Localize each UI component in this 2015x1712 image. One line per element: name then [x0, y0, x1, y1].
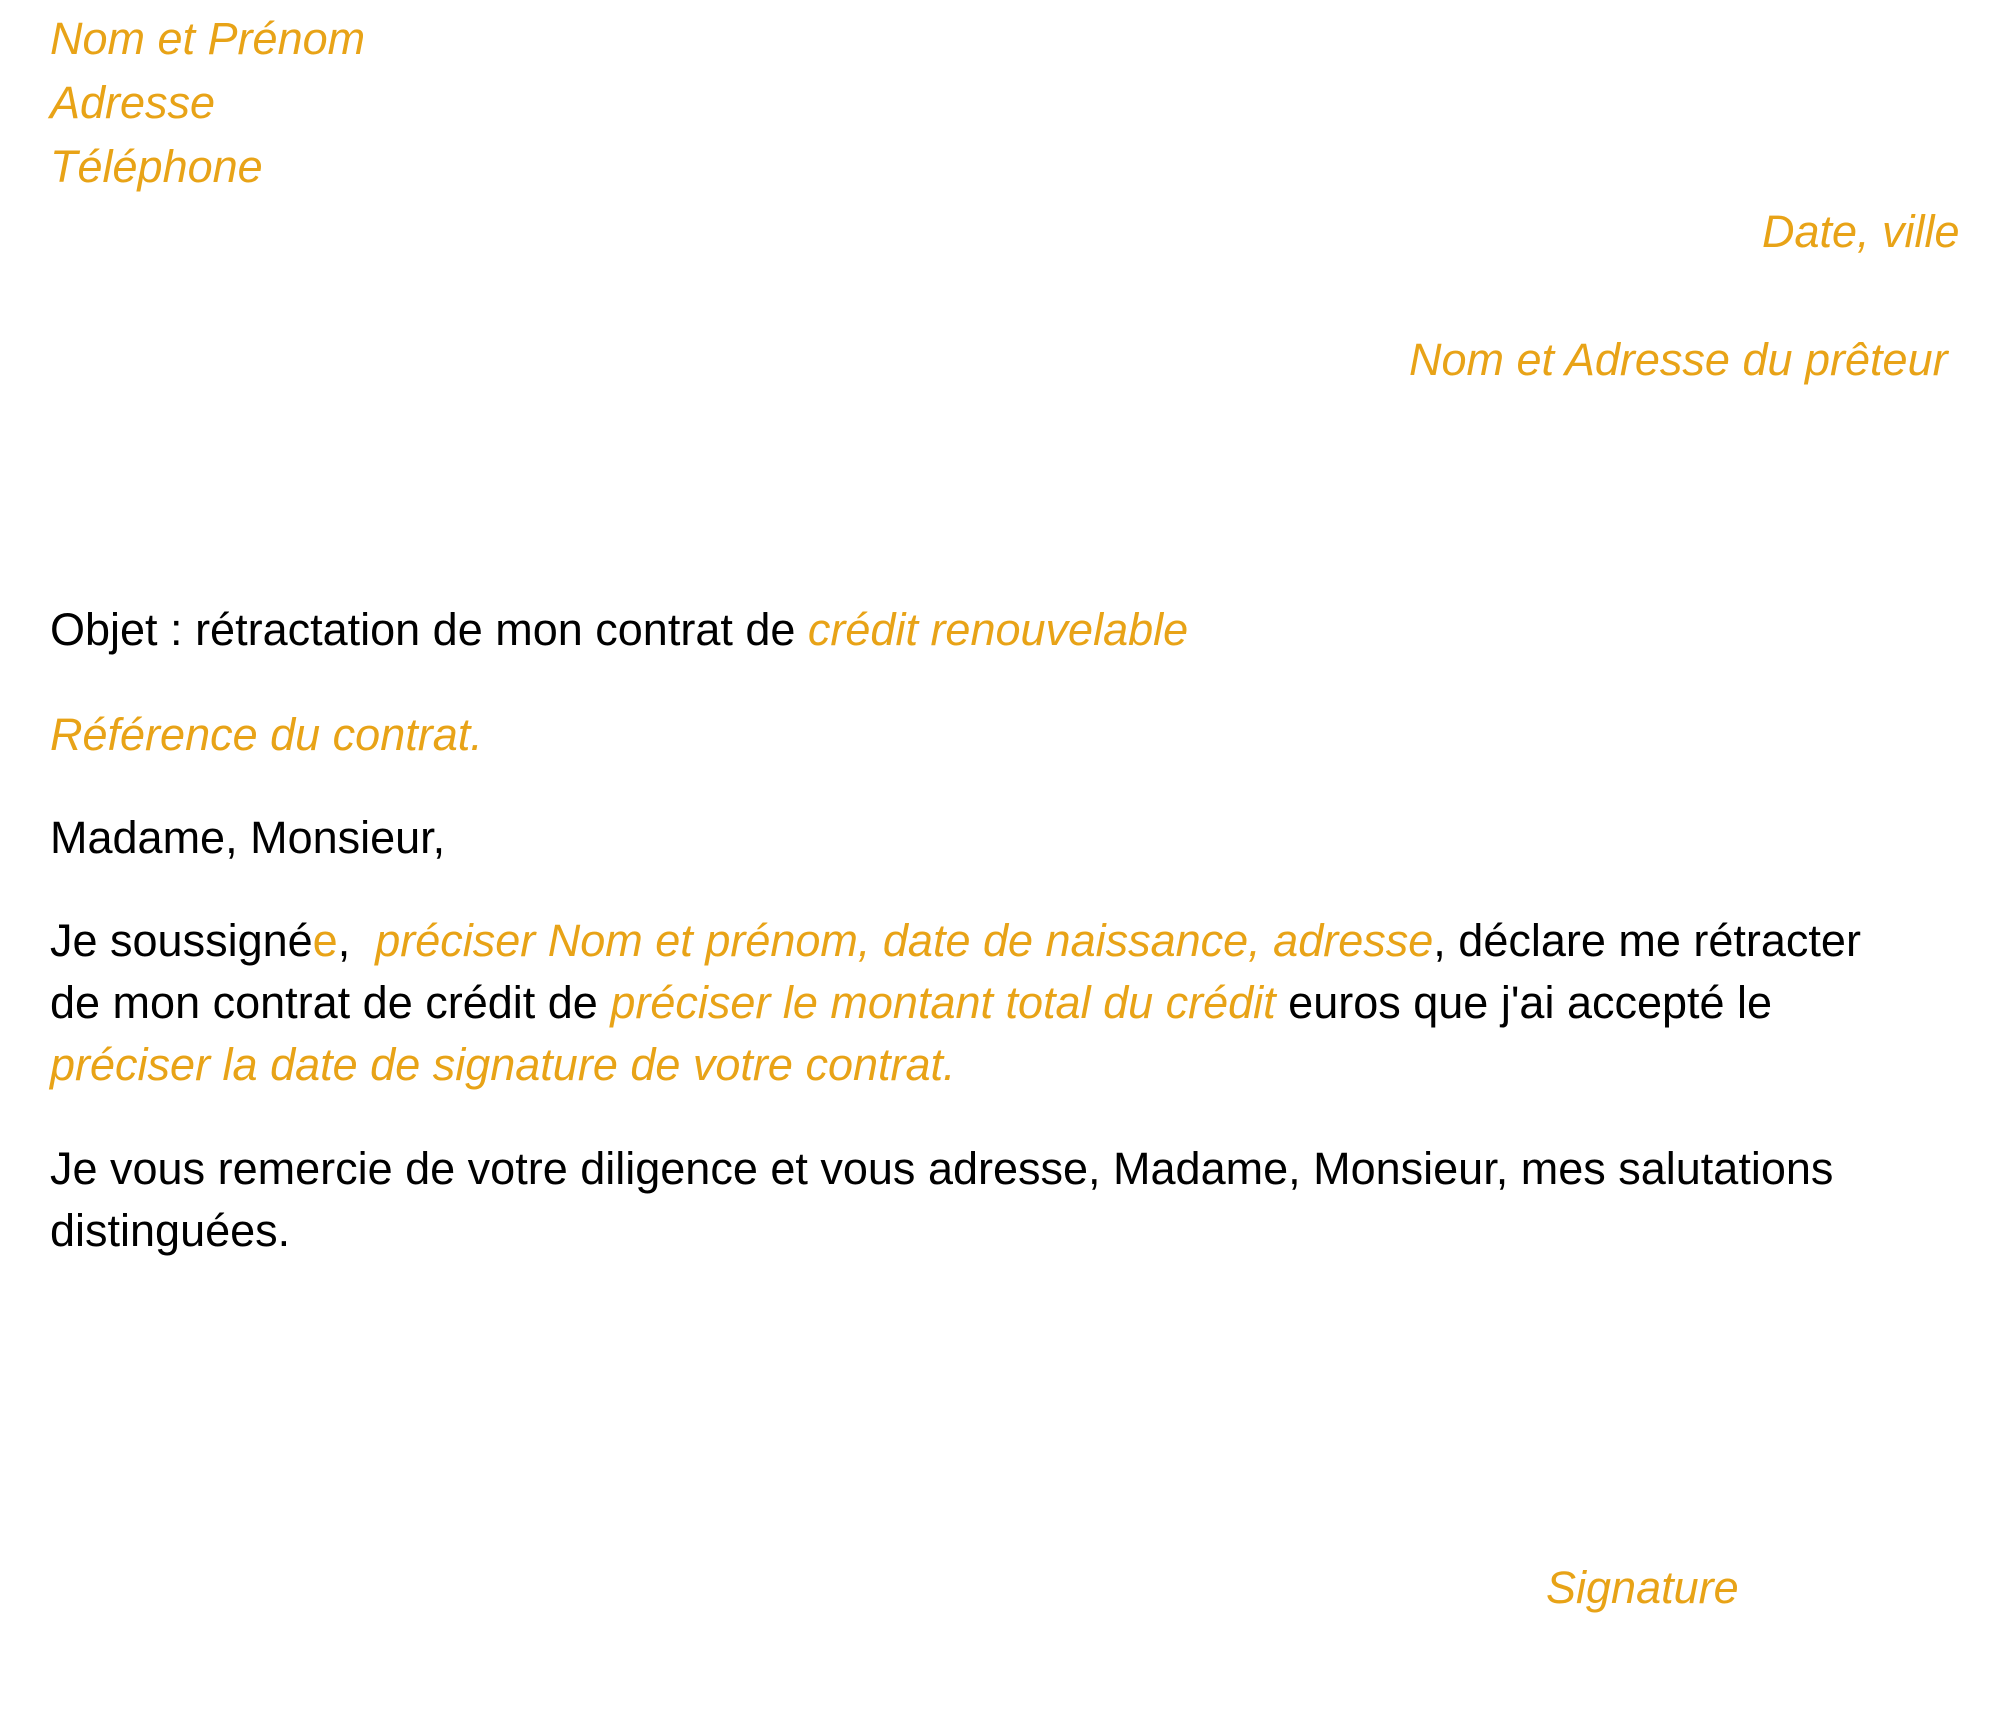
- body1-text: Je soussigné: [50, 915, 313, 966]
- sender-address-placeholder: Adresse: [50, 77, 216, 128]
- body-paragraph-2-line-2: distinguées.: [50, 1205, 291, 1256]
- subject-line: [50, 599, 1188, 661]
- body-paragraph-1-line-2: [50, 972, 1772, 1034]
- lender-placeholder: Nom et Adresse du prêteur: [1409, 334, 1948, 385]
- body1-text: ,: [337, 915, 376, 966]
- feminine-suffix-placeholder: e: [312, 915, 338, 966]
- signature-placeholder: Signature: [1546, 1562, 1739, 1613]
- subject-placeholder: crédit renouvelable: [807, 604, 1189, 655]
- body1-text: de mon contrat de crédit de: [50, 977, 611, 1028]
- body-paragraph-2-line-1: Je vous remercie de votre diligence et vous adresse, Madame, Monsieur, mes salutations: [50, 1143, 1834, 1194]
- signature-date-placeholder: préciser la date de signature de votre contrat.: [50, 1039, 956, 1090]
- sender-phone-placeholder: Téléphone: [50, 141, 263, 192]
- body1-text: euros que j'ai accepté le: [1275, 977, 1773, 1028]
- body-paragraph-1-line-1: [50, 910, 1861, 972]
- greeting: Madame, Monsieur,: [50, 812, 446, 863]
- date-city-placeholder: Date, ville: [1762, 206, 1960, 257]
- sender-name-placeholder: Nom et Prénom: [50, 13, 366, 64]
- subject-prefix: Objet : rétractation de mon contrat de: [50, 604, 808, 655]
- identity-placeholder: préciser Nom et prénom, date de naissance, adresse: [375, 915, 1434, 966]
- contract-reference-placeholder: Référence du contrat.: [50, 709, 483, 760]
- body1-text: , déclare me rétracter: [1433, 915, 1861, 966]
- credit-amount-placeholder: préciser le montant total du crédit: [610, 977, 1276, 1028]
